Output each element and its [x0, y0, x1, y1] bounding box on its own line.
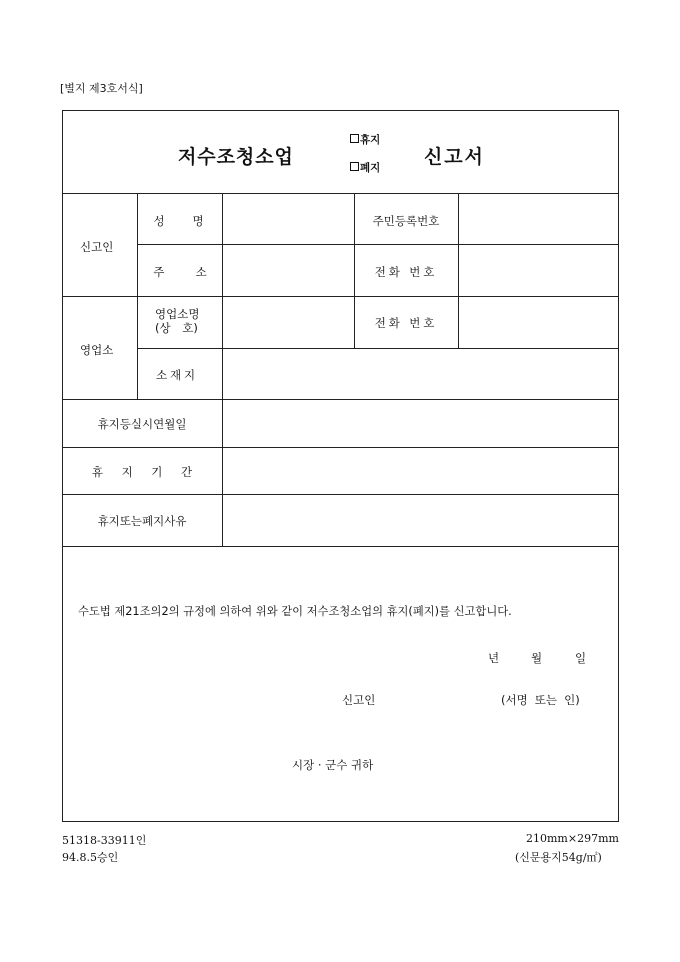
date-day-label: 일 [575, 651, 587, 665]
reason-field[interactable] [223, 495, 618, 546]
declaration-text: 수도법 제21조의2의 규정에 의하여 위와 같이 저수조청소업의 휴지(폐지)를 신고합니다. [78, 605, 512, 618]
row-divider [62, 546, 619, 547]
option-close-checkbox[interactable] [350, 160, 380, 175]
reporter-section-label: 신고인 [80, 240, 114, 254]
suspension-date-label: 휴지등실시연월일 [97, 417, 187, 431]
checkbox-icon [350, 162, 359, 171]
name-field[interactable] [223, 194, 353, 244]
signature-label: (서명 또는 인) [501, 693, 580, 707]
reporter-phone-label: 전화 번호 [374, 265, 438, 279]
business-name-sub-label: (상 호) [155, 321, 198, 335]
signer-label: 신고인 [342, 693, 376, 707]
paper-spec: (신문용지54g/㎡) [515, 851, 602, 864]
business-phone-label: 전화 번호 [374, 316, 438, 330]
business-name-label: 영업소명 [155, 307, 200, 321]
location-field[interactable] [223, 349, 618, 399]
business-name-field[interactable] [223, 297, 353, 348]
id-number-field[interactable] [459, 194, 618, 244]
name-label: 성 명 [153, 214, 207, 228]
option-suspend-checkbox[interactable] [350, 132, 380, 147]
address-label: 주 소 [153, 265, 207, 279]
option-suspend-label: 휴지 [360, 134, 381, 146]
location-label: 소재지 [156, 368, 198, 382]
suspension-period-field[interactable] [223, 448, 618, 494]
date-year-label: 년 [488, 651, 500, 665]
form-code: 51318-33911인 [62, 834, 147, 847]
address-field[interactable] [223, 245, 353, 296]
addressee-label: 시장 · 군수 귀하 [292, 758, 374, 772]
option-close-label: 폐지 [360, 162, 381, 174]
id-number-label: 주민등록번호 [372, 214, 440, 228]
column-divider [354, 193, 355, 348]
reason-label: 휴지또는폐지사유 [97, 514, 187, 528]
suspension-date-field[interactable] [223, 400, 618, 447]
column-divider [137, 193, 138, 399]
date-month-label: 월 [531, 651, 543, 665]
reporter-phone-field[interactable] [459, 245, 618, 296]
checkbox-icon [350, 134, 359, 143]
approval-date: 94.8.5승인 [62, 851, 119, 864]
form-title-suffix: 신고서 [424, 146, 485, 168]
form-number-label: [별지 제3호서식] [60, 82, 143, 95]
business-phone-field[interactable] [459, 297, 618, 348]
suspension-period-label: 휴 지 기 간 [91, 465, 193, 479]
form-title-main: 저수조청소업 [178, 146, 294, 168]
paper-size: 210mm×297mm [526, 832, 619, 845]
business-section-label: 영업소 [80, 343, 114, 357]
